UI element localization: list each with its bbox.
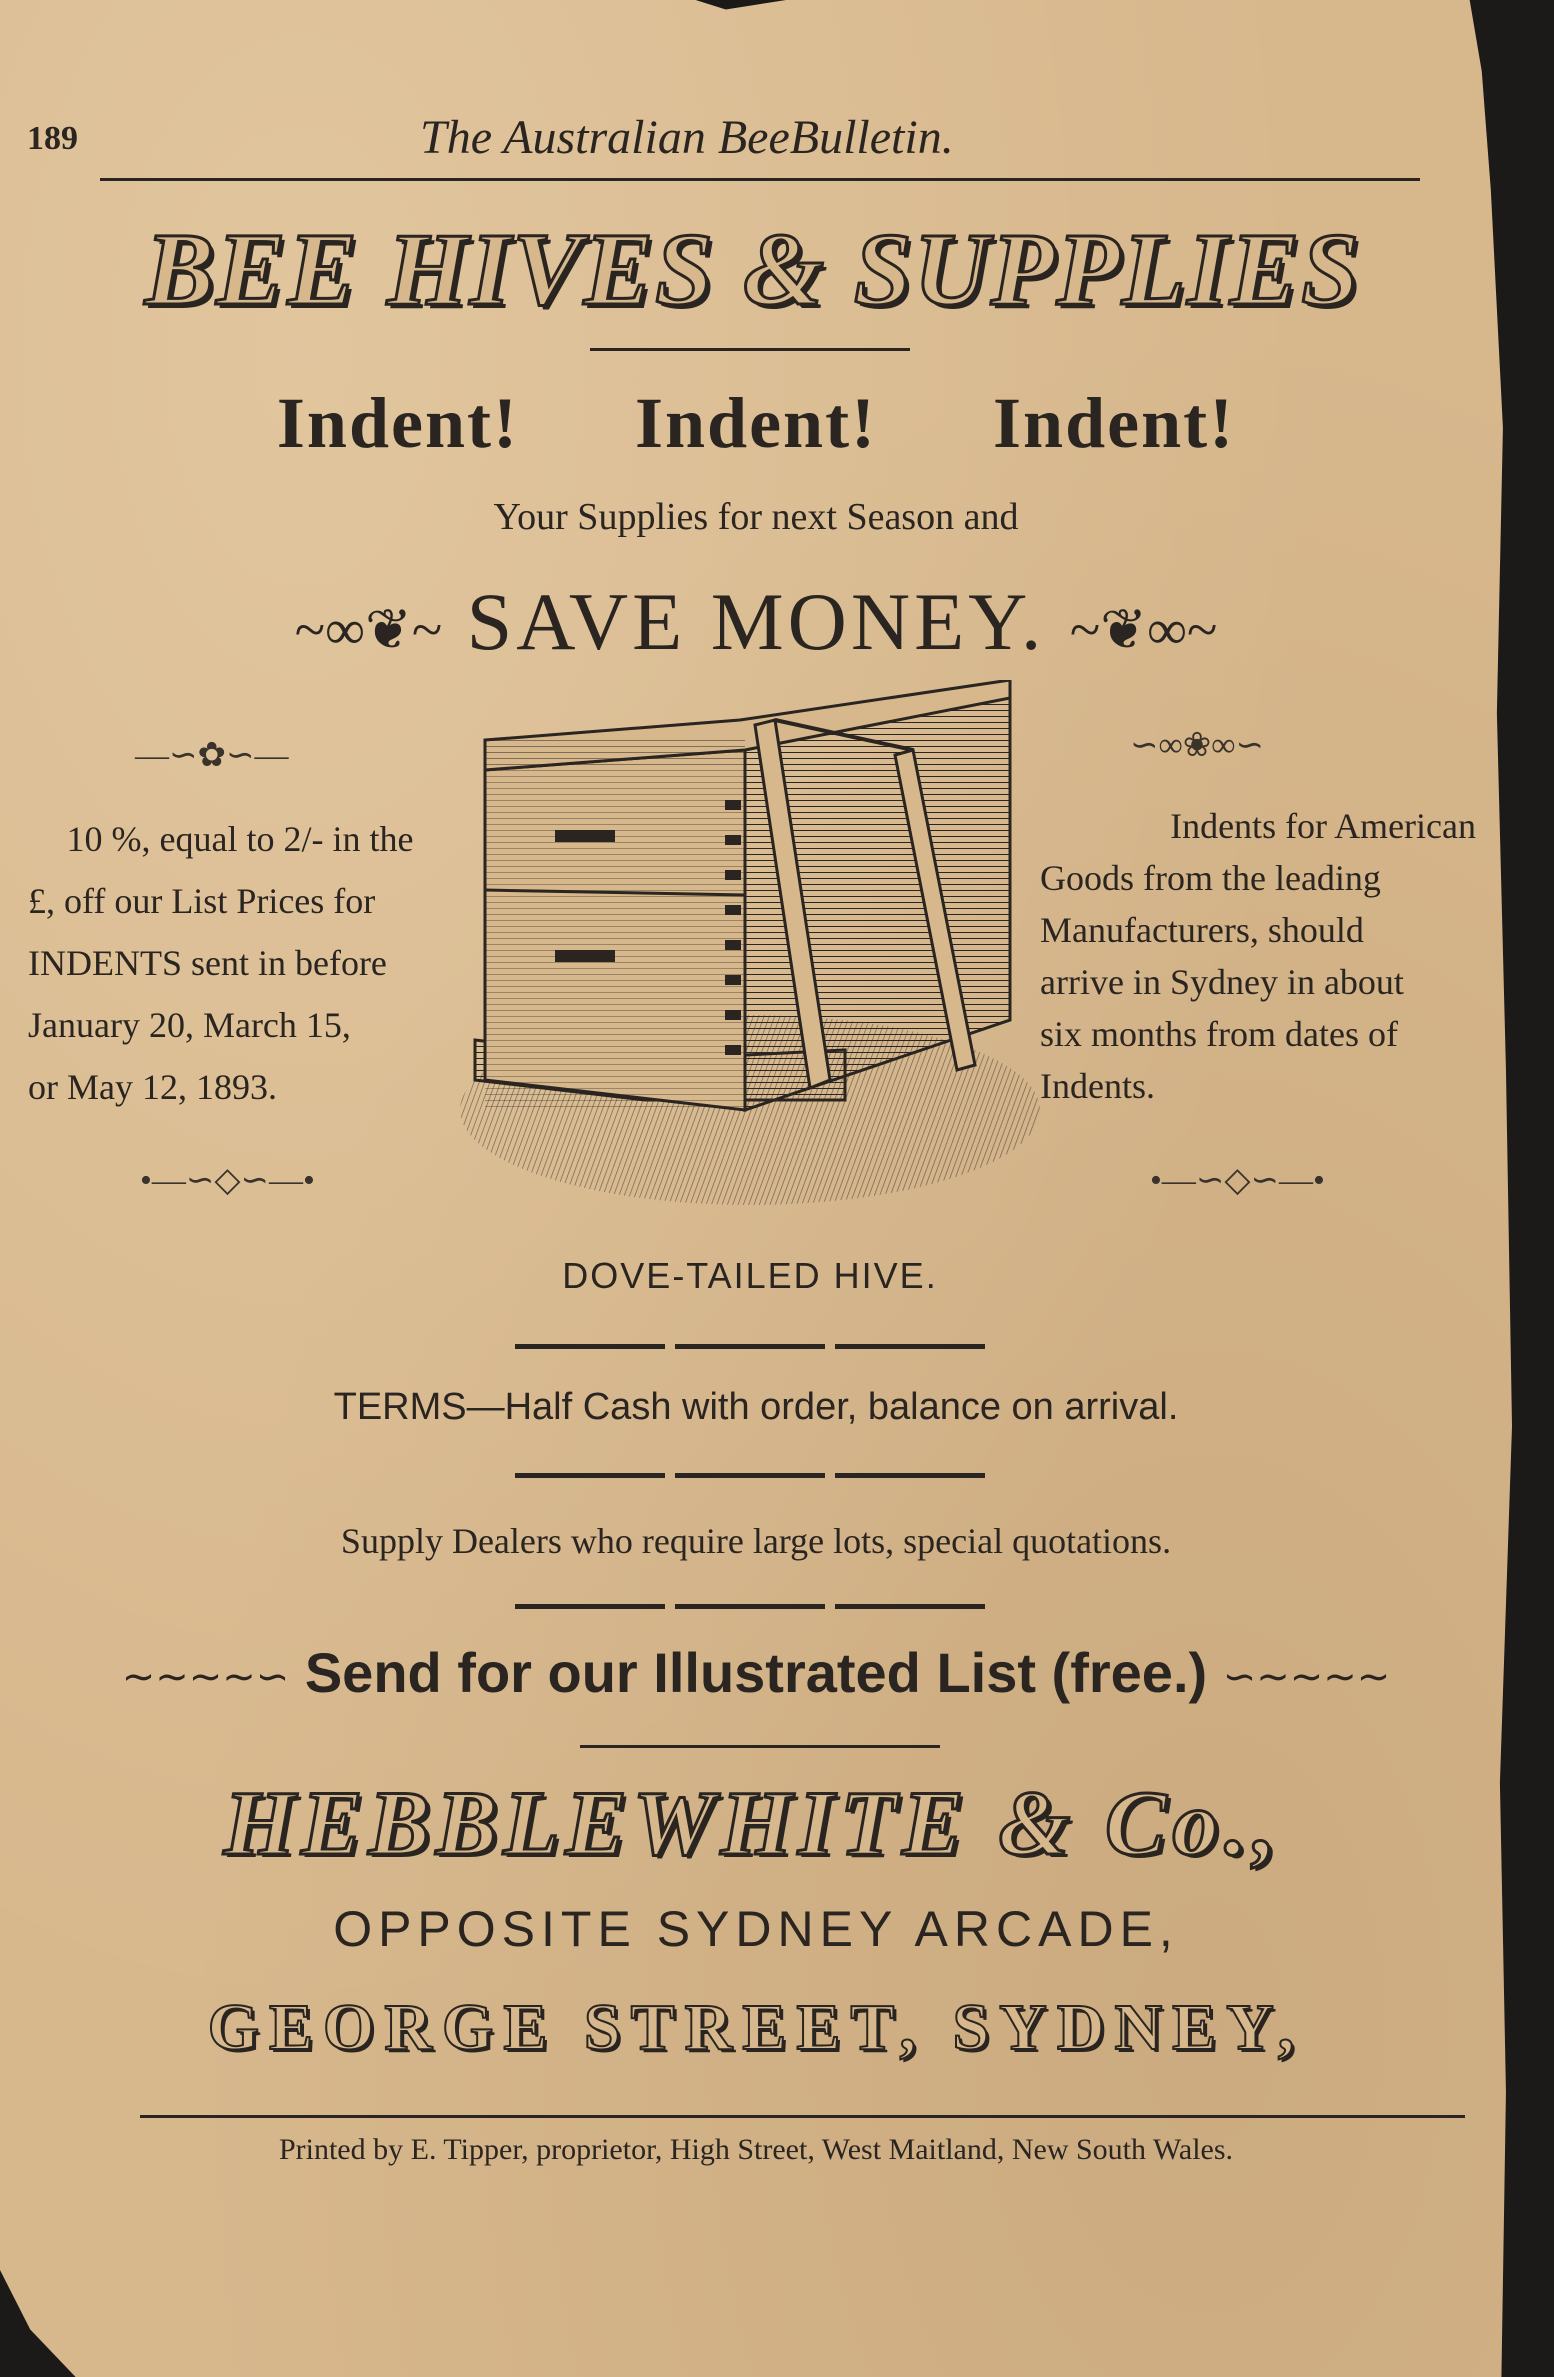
- left-bottom-ornament-icon: •—∽◇∽—•: [140, 1162, 315, 1199]
- printer-imprint: Printed by E. Tipper, proprietor, High Street, West Maitland, New South Wales.: [278, 2133, 1234, 2166]
- left-swash-icon: ∼∼∼∼∽: [121, 1655, 290, 1700]
- right-bottom-ornament-icon: •—∽◇∽—•: [1150, 1162, 1325, 1199]
- save-money-text: SAVE MONEY.: [466, 576, 1046, 667]
- save-money-banner: [0, 575, 1512, 669]
- hive-caption: DOVE-TAILED HIVE.: [562, 1255, 938, 1296]
- right-swash-icon: ∽∼∼∼∼: [1222, 1655, 1391, 1700]
- discount-line: or May 12, 1893.: [28, 1067, 277, 1107]
- address-line-1: OPPOSITE SYDNEY ARCADE,: [333, 1901, 1179, 1957]
- section-divider: [515, 1344, 985, 1349]
- discount-line: INDENTS sent in before: [28, 943, 387, 983]
- indent-word-1: Indent!: [276, 383, 519, 463]
- indents-line: arrive in Sydney in about: [1040, 962, 1404, 1002]
- discount-line: January 20, March 15,: [28, 1005, 351, 1045]
- indent-word-2: Indent!: [634, 383, 878, 463]
- dealers-line: Supply Dealers who require large lots, special quotations.: [340, 1521, 1172, 1561]
- title-divider: [590, 348, 910, 351]
- indent-word-3: Indent!: [993, 383, 1236, 463]
- terms-line: TERMS—Half Cash with order, balance on arrival.: [333, 1386, 1179, 1428]
- indents-line: Manufacturers, should: [1040, 910, 1364, 950]
- section-divider: [515, 1604, 985, 1609]
- header-rule: [100, 178, 1420, 181]
- running-head: The Australian BeeBulletin.: [420, 111, 954, 164]
- discount-column: [28, 808, 452, 1118]
- indents-line: six months from dates of: [1040, 1014, 1398, 1054]
- right-flourish-icon: ~❦∞~: [1069, 599, 1218, 662]
- indents-line: Indents.: [1040, 1066, 1155, 1106]
- send-for-list: [0, 1640, 1512, 1705]
- left-flourish-icon: ~∞❦~: [294, 599, 443, 662]
- indents-line: Indents for American: [1170, 806, 1476, 846]
- company-name: HEBBLEWHITE & Co.,: [223, 1772, 1283, 1874]
- section-divider: [515, 1473, 985, 1478]
- discount-line: 10 %, equal to 2/- in the: [66, 819, 414, 859]
- indent-heading: [0, 382, 1512, 465]
- supplies-subline: Your Supplies for next Season and: [493, 496, 1019, 538]
- discount-line: £, off our List Prices for: [28, 881, 376, 921]
- indents-line: Goods from the leading: [1040, 858, 1381, 898]
- address-line-2: GEORGE STREET, SYDNEY,: [207, 1991, 1305, 2064]
- footer-rule: [140, 2115, 1465, 2118]
- advert-title: BEE HIVES & SUPPLIES: [144, 212, 1362, 327]
- send-list-text: Send for our Illustrated List (free.): [304, 1641, 1208, 1704]
- indents-column: [1040, 800, 1476, 1112]
- company-divider: [580, 1745, 940, 1748]
- right-top-ornament-icon: ∽∞❀∞∽: [1130, 727, 1264, 764]
- left-top-ornament-icon: —∽✿∽—: [135, 737, 289, 774]
- page-number: 189: [27, 120, 78, 157]
- dove-tailed-hive-illustration: [455, 680, 1045, 1220]
